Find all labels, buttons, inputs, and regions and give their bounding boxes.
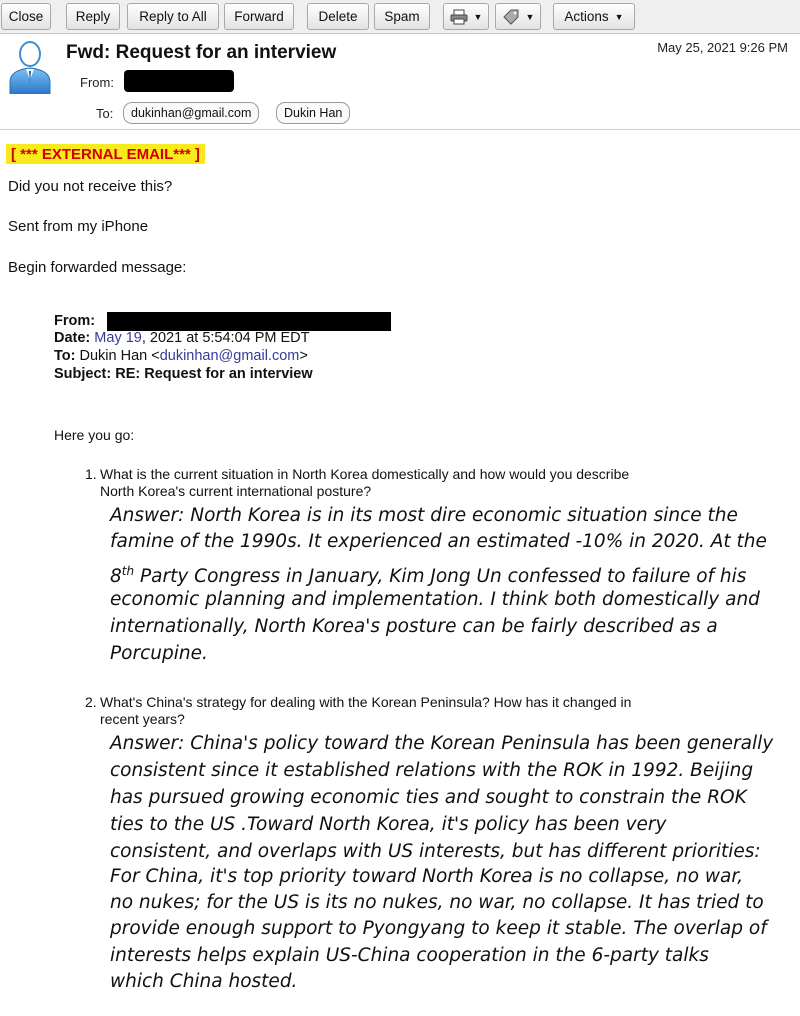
fwd-subject-label: Subject:	[54, 366, 112, 382]
print-icon	[450, 9, 468, 25]
fwd-from-label: From:	[54, 313, 96, 329]
q2-answer-line-3: has pursued growing economic ties and sought to constrain the ROK	[110, 787, 747, 808]
header-divider	[0, 129, 800, 130]
q1-answer-line-2: famine of the 1990s. It experienced an estimated -10% in 2020. At the	[110, 531, 767, 552]
redacted-fwd-sender	[107, 312, 391, 331]
fwd-subject	[54, 366, 313, 383]
body-line-2: Sent from my iPhone	[8, 218, 149, 235]
q1-answer-line-5: internationally, North Korea's posture can be fairly described as a	[110, 616, 718, 637]
q2-answer-line-4: ties to the US .Toward North Korea, it's policy has been very	[110, 814, 667, 835]
actions-menu-button[interactable]	[553, 3, 635, 30]
redacted-sender	[124, 70, 234, 92]
q2-answer-line-2: consistent since it established relations with the ROK in 1992. Beijing	[110, 760, 754, 781]
spam-button[interactable]: Spam	[374, 3, 430, 30]
q2-number: 2.	[85, 694, 97, 710]
actions-label: Actions	[564, 9, 609, 24]
delete-button[interactable]: Delete	[307, 3, 369, 30]
q2-line-2: recent years?	[100, 711, 185, 727]
from-label: From:	[80, 75, 114, 90]
close-button[interactable]: Close	[1, 3, 51, 30]
fwd-subject-text: RE: Request for an interview	[115, 366, 313, 382]
q1-line-2: North Korea's current international posture?	[100, 483, 372, 499]
q1-answer-line-6: Porcupine.	[110, 643, 208, 664]
q2-answer-line-6: For China, it's top priority toward North Korea is no collapse, no war,	[110, 866, 744, 887]
q1-number: 1.	[85, 466, 97, 482]
fwd-from	[54, 313, 95, 330]
q1-answer-line-4: economic planning and implementation. I think both domestically and	[110, 589, 760, 610]
q2-answer-line-8: provide enough support to Pyongyang to keep it stable. The overlap of	[110, 918, 767, 939]
fwd-to-name: Dukin Han <	[79, 348, 160, 364]
q1-answer-line-1: Answer: North Korea is in its most dire economic situation since the	[110, 505, 738, 526]
chevron-down-icon: ▼	[525, 11, 535, 22]
tag-icon	[502, 9, 520, 25]
body-line-1: Did you not receive this?	[8, 178, 173, 195]
reply-all-button[interactable]: Reply to All	[127, 3, 219, 30]
external-email-banner: [ *** EXTERNAL EMAIL*** ]	[6, 144, 205, 164]
to-label: To:	[96, 106, 114, 121]
fwd-date	[54, 330, 310, 347]
q1-line-1: What is the current situation in North Korea domestically and how would you describe	[100, 466, 630, 482]
fwd-date-label: Date:	[54, 330, 91, 346]
q2-line-1: What's China's strategy for dealing with the Korean Peninsula? How has it changed in	[100, 694, 632, 710]
q1-ordinal-suffix: th	[121, 564, 135, 578]
fwd-to-label: To:	[54, 348, 76, 364]
here-you-go: Here you go:	[54, 427, 135, 443]
q2-answer-line-10: which China hosted.	[110, 971, 298, 992]
user-avatar-icon	[8, 38, 52, 94]
message-date: May 25, 2021 9:26 PM	[657, 40, 788, 55]
body-line-3: Begin forwarded message:	[8, 259, 187, 276]
chevron-down-icon: ▼	[473, 11, 483, 22]
q2-answer-line-7: no nukes; for the US is its no nukes, no war, no collapse. It has tried to	[110, 892, 764, 913]
fwd-to-email-link[interactable]: dukinhan@gmail.com	[159, 348, 300, 364]
print-menu-button[interactable]	[443, 3, 489, 30]
forward-button[interactable]: Forward	[224, 3, 294, 30]
q2-answer-line-9: interests helps explain US-China cooperation in the 6-party talks	[110, 945, 709, 966]
recipient-email-chip[interactable]: dukinhan@gmail.com	[123, 102, 259, 124]
fwd-date-rest: , 2021 at 5:54:04 PM EDT	[141, 330, 310, 346]
chevron-down-icon: ▼	[614, 11, 624, 22]
q2-answer-line-1: Answer: China's policy toward the Korean Peninsula has been generally	[110, 733, 774, 754]
fwd-to-end: >	[299, 348, 308, 364]
tag-menu-button[interactable]	[495, 3, 541, 30]
toolbar	[0, 0, 800, 34]
fwd-date-link[interactable]: May 19	[94, 330, 142, 346]
q2-answer-line-5: consistent, and overlaps with US interests, but has different priorities:	[110, 841, 761, 862]
message-subject: Fwd: Request for an interview	[66, 42, 337, 63]
recipient-name-chip[interactable]: Dukin Han	[276, 102, 350, 124]
q1-ordinal-number: 8	[110, 566, 122, 587]
fwd-to	[54, 348, 308, 365]
q1-answer-line-3-text: Party Congress in January, Kim Jong Un confessed to failure of his	[134, 566, 747, 587]
reply-button[interactable]: Reply	[66, 3, 120, 30]
message-header	[0, 34, 800, 130]
